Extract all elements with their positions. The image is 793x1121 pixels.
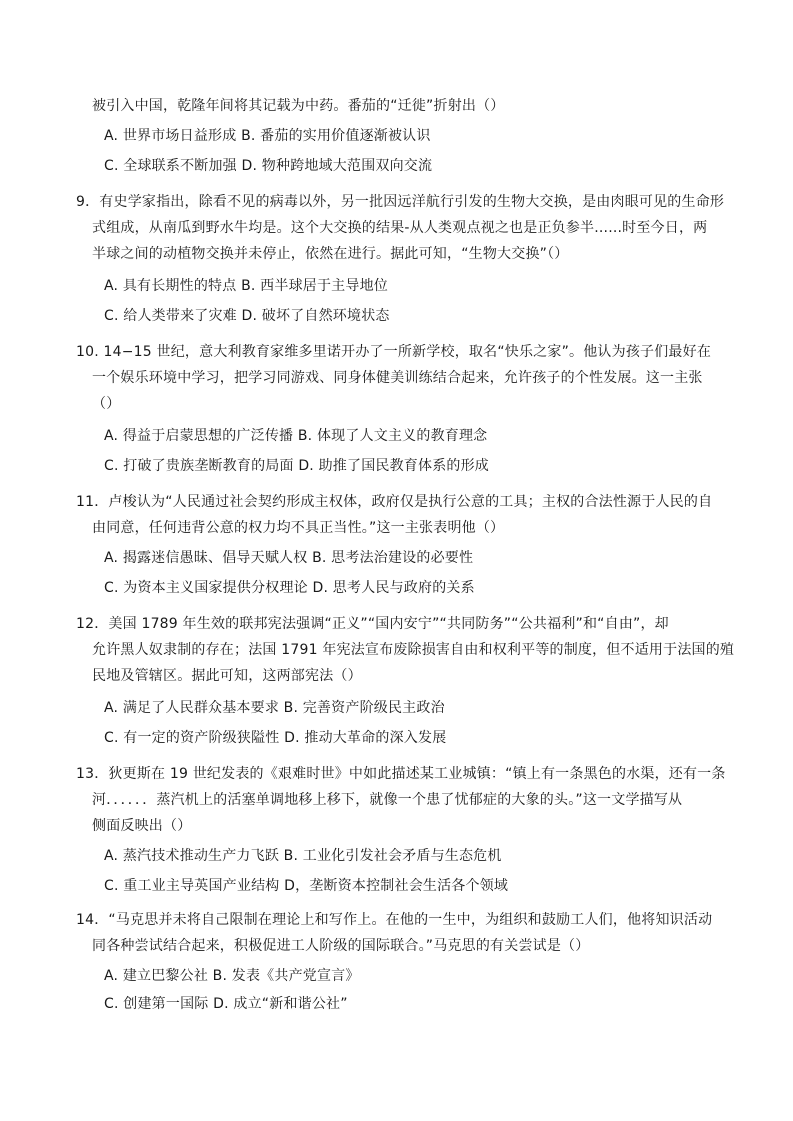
q9-options-cd: C. 给人类带来了灾难 D. 破坏了自然环境状态	[104, 308, 390, 324]
q9-options-ab: A. 具有长期性的特点 B. 西半球居于主导地位	[104, 278, 388, 294]
q12-stem-line-2: 允许黑人奴隶制的存在；法国 1791 年宪法宣布废除损害自由和权利平等的制度，但不适用于法国的殖	[92, 642, 735, 658]
q10-options-ab: A. 得益于启蒙思想的广泛传播 B. 体现了人文主义的教育理念	[104, 428, 488, 444]
q11-options-ab: A. 揭露迷信愚昧、倡导天赋人权 B. 思考法治建设的必要性	[104, 550, 474, 566]
q9-stem-line-1: 9．有史学家指出，除看不见的病毒以外，另一批因远洋航行引发的生物大交换，是由肉眼可见的生命形	[76, 194, 725, 210]
q10-stem-line-2: 一个娱乐环境中学习，把学习同游戏、同身体健美训练结合起来，允许孩子的个性发展。这一主张	[92, 370, 703, 386]
q10-stem-line-3: （）	[92, 396, 121, 412]
q13-stem-line-3: 侧面反映出（）	[92, 818, 192, 834]
q8-options-cd: C. 全球联系不断加强 D. 物种跨地域大范围双向交流	[104, 158, 433, 174]
q13-stem-line-1: 13．狄更斯在 19 世纪发表的《艰难时世》中如此描述某工业城镇：“镇上有一条黑色的水渠，还有一条	[76, 766, 726, 782]
q12-stem-line-1: 12．美国 1789 年生效的联邦宪法强调“正义”“国内安宁”“共同防务”“公共福利”和“自由”，却	[76, 616, 669, 632]
q13-options-ab: A. 蒸汽技术推动生产力飞跃 B. 工业化引发社会矛盾与生态危机	[104, 848, 502, 864]
q11-options-cd: C. 为资本主义国家提供分权理论 D. 思考人民与政府的关系	[104, 580, 475, 596]
q11-stem-line-1: 11．卢梭认为“人民通过社会契约形成主权体，政府仅是执行公意的工具；主权的合法性源于人民的自	[76, 494, 713, 510]
q8-options-ab: A. 世界市场日益形成 B. 番茄的实用价值逐渐被认识	[104, 128, 431, 144]
q13-options-cd: C. 重工业主导英国产业结构 D，垄断资本控制社会生活各个领域	[104, 878, 509, 894]
q10-options-cd: C. 打破了贵族垄断教育的局面 D. 助推了国民教育体系的形成	[104, 458, 490, 474]
q9-stem-line-2: 式组成，从南瓜到野水牛均是。这个大交换的结果-从人类观点视之也是正负参半......时至今日，两	[92, 220, 708, 236]
q14-stem-line-2: 同各种尝试结合起来，积极促进工人阶级的国际联合。”马克思的有关尝试是（）	[92, 938, 590, 954]
q11-stem-line-2: 由同意，任何违背公意的权力均不具正当性。”这一主张表明他（）	[92, 520, 505, 536]
q12-options-ab: A. 满足了人民群众基本要求 B. 完善资产阶级民主政治	[104, 700, 445, 716]
q8-stem-line-1: 被引入中国，乾隆年间将其记载为中药。番茄的“迁徙”折射出（）	[92, 98, 505, 114]
q14-options-cd: C. 创建第一国际 D. 成立“新和谐公社”	[104, 996, 348, 1012]
q10-stem-line-1: 10. 14−15 世纪，意大利教育家维多里诺开办了一所新学校，取名“快乐之家”。他认为孩子们最好在	[76, 344, 712, 360]
q13-stem-line-2: 河．．．．．．蒸汽机上的活塞单调地移上移下，就像一个患了忧郁症的大象的头。”这一文学描写从	[92, 792, 683, 808]
q9-stem-line-3: 半球之间的动植物交换并未停止，依然在进行。据此可知，“生物大交换”（）	[92, 246, 569, 262]
q12-stem-line-3: 民地及管辖区。据此可知，这两部宪法（）	[92, 668, 362, 684]
q14-stem-line-1: 14．“马克思并未将自己限制在理论上和写作上。在他的一生中，为组织和鼓励工人们，他将知识活动	[76, 912, 713, 928]
q12-options-cd: C. 有一定的资产阶级狭隘性 D. 推动大革命的深入发展	[104, 730, 447, 746]
q14-options-ab: A. 建立巴黎公社 B. 发表《共产党宣言》	[104, 968, 360, 984]
